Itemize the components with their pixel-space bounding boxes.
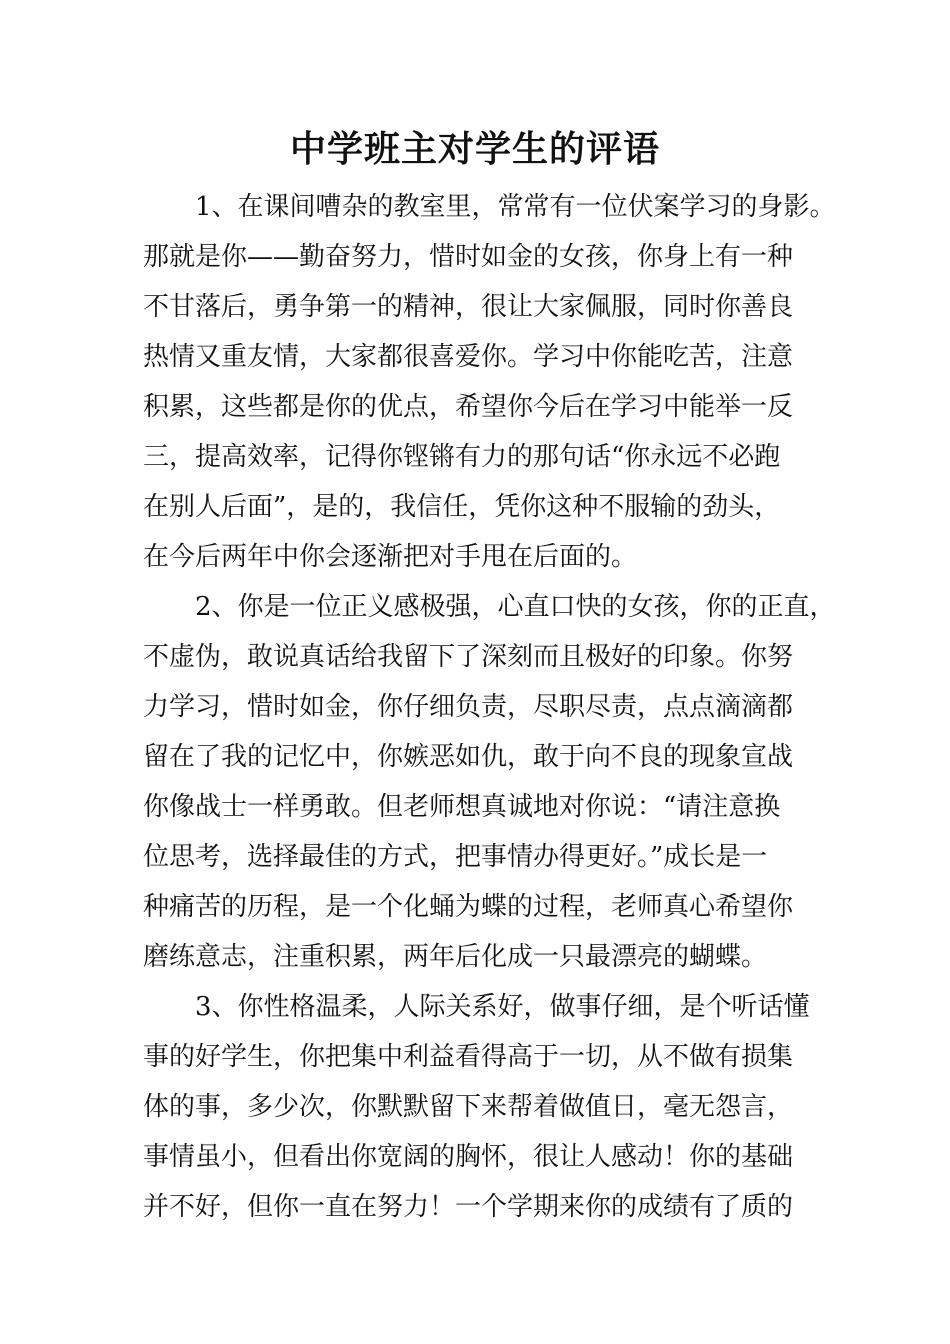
page-title: 中学班主对学生的评语 — [289, 128, 660, 170]
text-line: 在今后两年中你会逐渐把对手甩在后面的。 — [143, 542, 638, 572]
text-line: 在别人后面”，是的，我信任，凭你这种不服输的劲头， — [143, 492, 781, 522]
text-line: 积累，这些都是你的优点，希望你今后在学习中能举一反 — [143, 392, 794, 422]
text-line: 你像战士一样勇敢。但老师想真诚地对你说：“请注意换 — [143, 792, 781, 822]
text-line: 不甘落后，勇争第一的精神，很让大家佩服，同时你善良 — [143, 292, 794, 322]
text-line: 3、你性格温柔，人际关系好，做事仔细，是个听话懂 — [195, 992, 810, 1022]
text-line: 那就是你——勤奋努力，惜时如金的女孩，你身上有一种 — [143, 242, 794, 272]
text-line: 力学习，惜时如金，你仔细负责，尽职尽责，点点滴滴都 — [143, 692, 794, 722]
text-line: 热情又重友情，大家都很喜爱你。学习中你能吃苦，注意 — [143, 342, 794, 372]
text-line: 1、在课间嘈杂的教室里，常常有一位伏案学习的身影。 — [195, 192, 836, 222]
text-line: 位思考，选择最佳的方式，把事情办得更好。”成长是一 — [143, 842, 768, 872]
paragraph-3 — [143, 982, 833, 1232]
text-line: 体的事，多少次，你默默留下来帮着做值日，毫无怨言， — [143, 1092, 794, 1122]
text-line: 种痛苦的历程，是一个化蛹为蝶的过程，老师真心希望你 — [143, 892, 794, 922]
text-line: 不虚伪，敢说真话给我留下了深刻而且极好的印象。你努 — [143, 642, 794, 672]
text-line: 事情虽小，但看出你宽阔的胸怀，很让人感动！你的基础 — [143, 1142, 794, 1172]
paragraph-1 — [143, 182, 836, 582]
text-line: 2、你是一位正义感极强，心直口快的女孩，你的正直， — [195, 592, 836, 622]
text-line: 并不好，但你一直在努力！一个学期来你的成绩有了质的 — [143, 1192, 794, 1222]
text-line: 三，提高效率，记得你铿锵有力的那句话“你永远不必跑 — [143, 442, 781, 472]
text-line: 磨练意志，注重积累，两年后化成一只最漂亮的蝴蝶。 — [143, 942, 768, 972]
paragraph-2 — [143, 582, 836, 982]
text-line: 事的好学生，你把集中利益看得高于一切，从不做有损集 — [143, 1042, 794, 1072]
document-body — [143, 182, 836, 1232]
text-line: 留在了我的记忆中，你嫉恶如仇，敢于向不良的现象宣战 — [143, 742, 794, 772]
